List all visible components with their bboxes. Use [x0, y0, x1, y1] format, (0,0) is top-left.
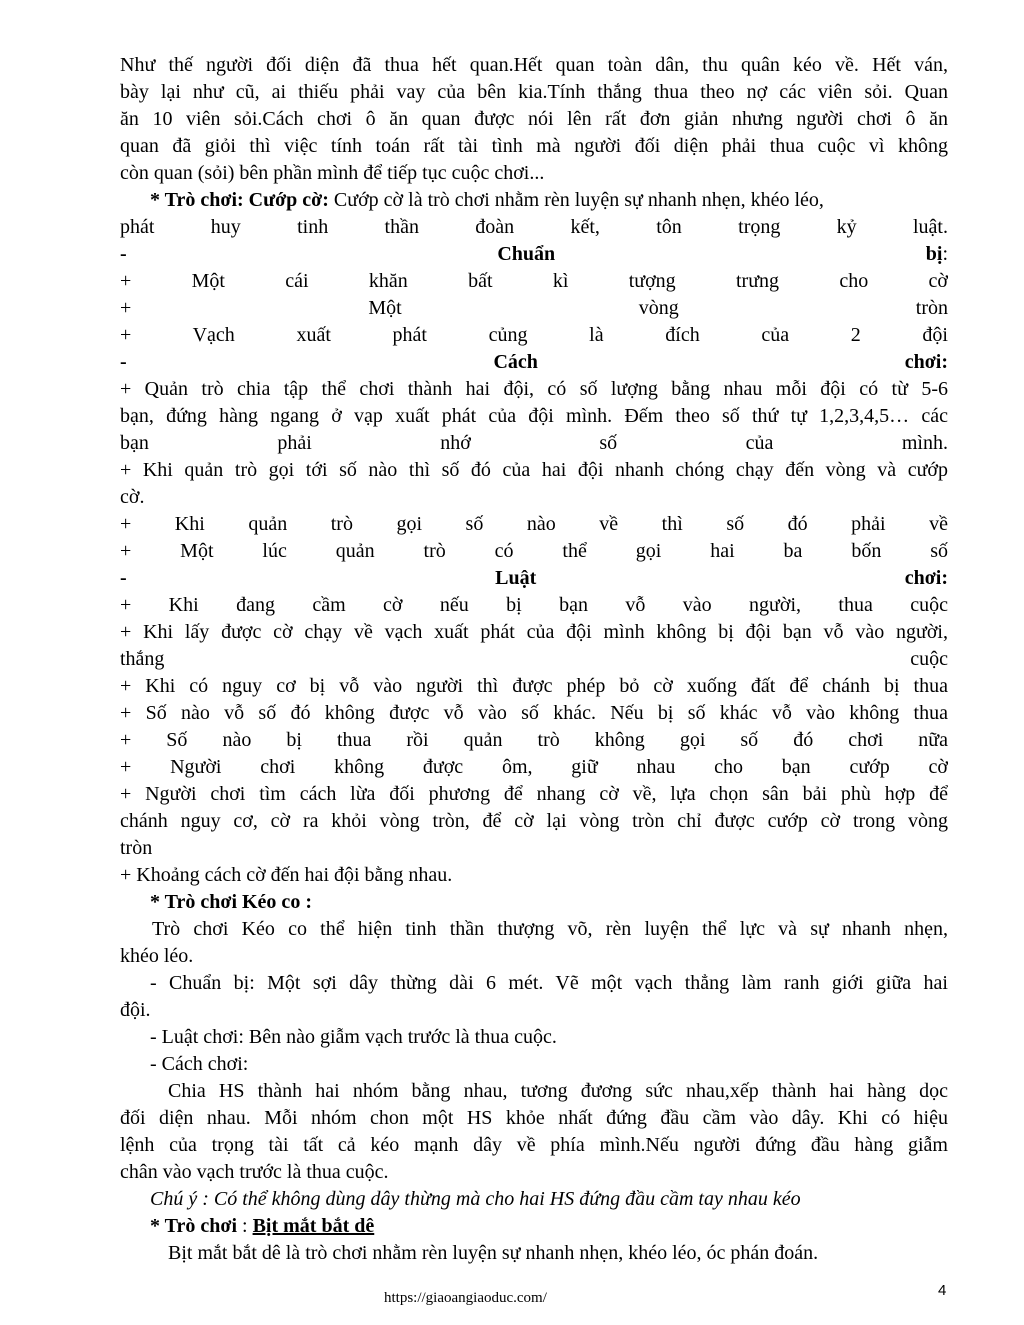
list-item: + Một cái khăn bất kì tượng trưng cho cờ: [120, 270, 948, 292]
paragraph-line: bạn phải nhớ số của mình.: [120, 432, 948, 454]
subheading-word: Chuẩn: [497, 243, 556, 265]
colon: :: [942, 243, 948, 265]
list-item: + Khi quản trò gọi số nào về thì số đó phải về: [120, 513, 948, 535]
paragraph-line: - Chuẩn bị: Một sợi dây thừng dài 6 mét. Vẽ một vạch thẳng làm ranh giới giữa hai: [150, 972, 948, 994]
subheading-end: [926, 243, 948, 265]
list-item: + Người chơi tìm cách lừa đối phương để nhang cờ về, lựa chọn sân bải phù hợp để: [120, 783, 948, 805]
paragraph-line: bạn, đứng hàng ngang ở vạp xuất phát của đội mình. Đếm theo số thứ tự 1,2,3,4,5… các: [120, 405, 948, 427]
heading-label: * Trò chơi: [150, 1215, 238, 1237]
paragraph-line: + Khi quản trò gọi tới số nào thì số đó của hai đội nhanh chóng chạy đến vòng và cướp: [120, 459, 948, 481]
list-item: + Một lúc quản trò có thể gọi hai ba bốn số: [120, 540, 948, 562]
subheading-luat-choi: [120, 565, 948, 592]
page-number: 4: [938, 1282, 947, 1299]
paragraph-line: quan đã giỏi thì việc tính toán rất tài tình mà người đối diện phải thua cuộc vì không: [120, 135, 948, 157]
list-item: + Khi có nguy cơ bị vỗ vào người thì được phép bỏ cờ xuống đất để chánh bị thua: [120, 675, 948, 697]
paragraph-line: - Cách chơi:: [150, 1053, 249, 1075]
paragraph-line: phát huy tinh thần đoàn kết, tôn trọng kỷ luật.: [120, 216, 948, 238]
subheading-word: Luật: [495, 567, 537, 589]
paragraph-line: + Quản trò chia tập thể chơi thành hai đội, có số lượng bằng nhau mỗi đội có từ 5-6: [120, 378, 948, 400]
list-item: + Khoảng cách cờ đến hai đội bằng nhau.: [120, 864, 453, 886]
heading-text: Cướp cờ là trò chơi nhằm rèn luyện sự nhanh nhẹn, khéo léo,: [328, 189, 824, 211]
subheading-word: Cách: [493, 351, 538, 373]
dash: -: [120, 351, 127, 373]
paragraph-line: lệnh của trọng tài tất cả kéo mạnh dây về phía mình.Nếu người đứng đầu hàng giẫm: [120, 1134, 948, 1156]
footer-url: https://giaoangiaoduc.com/: [384, 1290, 547, 1306]
paragraph-line: - Luật chơi: Bên nào giẫm vạch trước là thua cuộc.: [150, 1026, 557, 1048]
note-line: Chú ý : Có thể không dùng dây thừng mà cho hai HS đứng đầu cầm tay nhau kéo: [150, 1188, 801, 1210]
subheading-chuan-bi: [120, 241, 948, 268]
list-item: + Khi đang cầm cờ nếu bị bạn vỗ vào người, thua cuộc: [120, 594, 948, 616]
paragraph-line: đối diện nhau. Mỗi nhóm chon một HS khỏe nhất đứng đầu cầm vào dây. Khi có hiệu: [120, 1107, 948, 1129]
list-item: + Vạch xuất phát củng là đích của 2 đội: [120, 324, 948, 346]
paragraph-line: Trò chơi Kéo co thể hiện tinh thần thượng võ, rèn luyện thể lực và sự nhanh nhẹn,: [152, 918, 948, 940]
heading-game-name: Bịt mắt bắt dê: [252, 1215, 375, 1237]
list-item: + Khi lấy được cờ chạy về vạch xuất phát của đội mình không bị đội bạn vỗ vào người,: [120, 621, 948, 643]
document-body: [120, 52, 948, 1267]
section-heading-bit-mat-bat-de: [120, 1213, 948, 1240]
section-heading-keo-co: * Trò chơi Kéo co :: [150, 891, 312, 913]
list-item: + Một vòng tròn: [120, 297, 948, 319]
section-heading-cuop-co: [120, 187, 948, 214]
subheading-cach-choi: [120, 349, 948, 376]
paragraph-line: bày lại như cũ, ai thiếu phải vay của bên kia.Tính thắng thua theo nợ các viên sỏi. Quan: [120, 81, 948, 103]
paragraph-line: Chia HS thành hai nhóm bằng nhau, tương đương sức nhau,xếp thành hai hàng dọc: [168, 1080, 948, 1102]
paragraph-line: đội.: [120, 999, 151, 1021]
list-item: + Số nào bị thua rồi quản trò không gọi số đó chơi nữa: [120, 729, 948, 751]
paragraph-line: Bịt mắt bắt dê là trò chơi nhằm rèn luyện sự nhanh nhẹn, khéo léo, óc phán đoán.: [168, 1242, 819, 1264]
heading-label: * Trò chơi: Cướp cờ:: [150, 189, 329, 211]
paragraph-line: còn quan (sỏi) bên phần mình để tiếp tục cuộc chơi...: [120, 162, 545, 184]
list-item: + Người chơi không được ôm, giữ nhau cho bạn cướp cờ: [120, 756, 948, 778]
dash: -: [120, 243, 127, 265]
subheading-end: chơi:: [904, 567, 948, 589]
list-item: chánh nguy cơ, cờ ra khỏi vòng tròn, để cờ lại vòng tròn chỉ được cướp cờ trong vòng: [120, 810, 948, 832]
list-item: + Số nào vỗ số đó không được vỗ vào số khác. Nếu bị số khác vỗ vào không thua: [120, 702, 948, 724]
paragraph-line: chân vào vạch trước là thua cuộc.: [120, 1161, 389, 1183]
paragraph-line: ăn 10 viên sỏi.Cách chơi ô ăn quan được nói lên rất đơn giản nhưng người chơi ô ăn: [120, 108, 948, 130]
list-item: thắng cuộc: [120, 648, 948, 670]
list-item: tròn: [120, 837, 153, 859]
paragraph-line: Như thế người đối diện đã thua hết quan.Hết quan toàn dân, thu quân kéo về. Hết ván,: [120, 54, 948, 76]
subheading-end-word: bị: [925, 243, 943, 265]
dash: -: [120, 567, 127, 589]
paragraph-line: khéo léo.: [120, 945, 194, 967]
heading-separator: :: [237, 1215, 253, 1237]
paragraph-line: cờ.: [120, 486, 145, 508]
subheading-end: chơi:: [904, 351, 948, 373]
